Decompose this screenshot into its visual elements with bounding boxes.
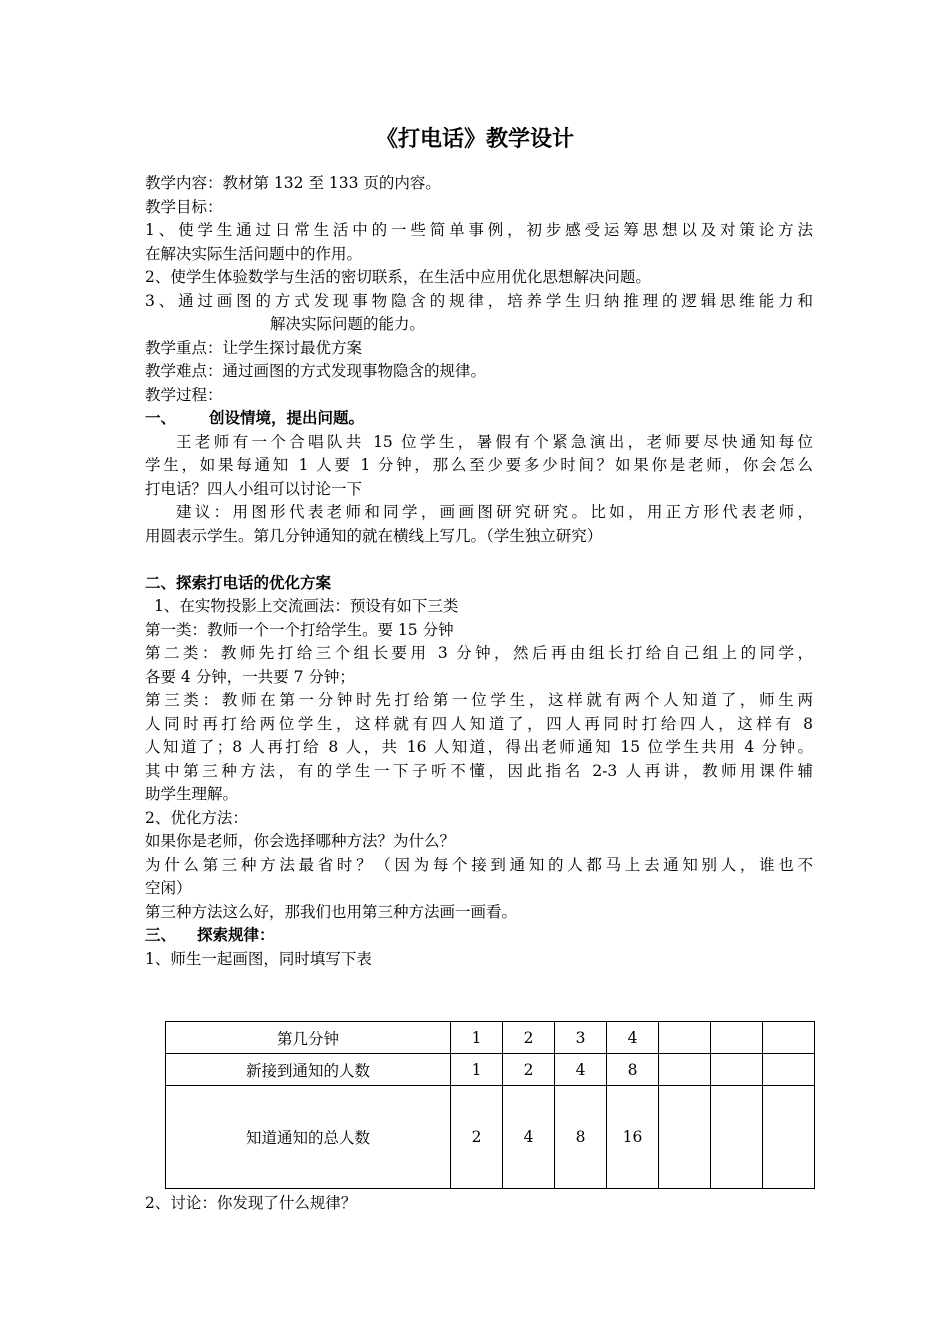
table-cell: 2 xyxy=(503,1054,555,1086)
table-cell: 8 xyxy=(555,1086,607,1189)
table-cell xyxy=(711,1022,763,1054)
type-2-line-2: 各要 4 分钟，一共要 7 分钟； xyxy=(145,667,355,686)
section-1-para-1-line-1: 王老师有一个合唱队共 15 位学生，暑假有个紧急演出，老师要尽快通知每位 xyxy=(176,432,813,451)
table-cell: 知道通知的总人数 xyxy=(166,1086,451,1189)
table-cell: 3 xyxy=(555,1022,607,1054)
type-3-line-2: 人同时再打给两位学生，这样就有四人知道了，四人再同时打给四人，这样有 8 xyxy=(145,714,813,733)
key-point: 教学重点：让学生探讨最优方案 xyxy=(145,338,363,357)
goal-3-line-2: 解决实际问题的能力。 xyxy=(270,315,426,333)
difficulty: 教学难点：通过画图的方式发现事物隐含的规律。 xyxy=(145,362,487,380)
table-cell xyxy=(659,1086,711,1189)
type-3-line-1: 第三类：教师在第一分钟时先打给第一位学生，这样就有两个人知道了，师生两 xyxy=(145,691,813,709)
table-cell xyxy=(763,1022,815,1054)
goal-3-line-1: 3、通过画图的方式发现事物隐含的规律，培养学生归纳推理的逻辑思维能力和 xyxy=(145,291,813,310)
section-3-heading xyxy=(145,924,813,948)
table-cell: 4 xyxy=(607,1022,659,1054)
section-1-title: 创设情境，提出问题。 xyxy=(209,409,365,427)
table-row xyxy=(166,1086,815,1189)
document-body xyxy=(145,172,813,971)
table-cell: 2 xyxy=(451,1086,503,1189)
question-3: 第三种方法这么好，那我们也用第三种方法画一画看。 xyxy=(145,902,518,921)
table-cell: 16 xyxy=(607,1086,659,1189)
teaching-content: 教学内容：教材第 132 至 133 页的内容。 xyxy=(145,174,441,192)
question-2-line-1: 为什么第三种方法最省时？（因为每个接到通知的人都马上去通知别人，谁也不 xyxy=(145,855,813,874)
goal-1-line-1: 1、使学生通过日常生活中的一些简单事例，初步感受运筹思想以及对策论方法 xyxy=(145,221,813,239)
section-1-heading xyxy=(145,407,813,431)
section-2-heading: 二、探索打电话的优化方案 xyxy=(145,573,332,592)
section-1-para-1-line-2: 学生，如果每通知 1 人要 1 分钟，那么至少要多少时间？如果你是老师，你会怎么 xyxy=(145,456,813,474)
process-heading: 教学过程： xyxy=(145,385,223,404)
question-2-line-2: 空闲） xyxy=(145,879,192,897)
table-cell xyxy=(763,1086,815,1189)
table-cell xyxy=(711,1054,763,1086)
section-3-item-1: 1、师生一起画图，同时填写下表 xyxy=(145,949,372,968)
question-1: 如果你是老师，你会选择哪种方法？为什么？ xyxy=(145,832,456,850)
section-3-item-2: 2、讨论：你发现了什么规律？ xyxy=(145,1194,357,1212)
table-cell xyxy=(659,1054,711,1086)
section-1-para-1-line-3: 打电话？四人小组可以讨论一下 xyxy=(145,479,363,498)
section-1-para-2-line-2: 用圆表示学生。第几分钟通知的就在横线上写几。（学生独立研究） xyxy=(145,526,603,545)
table-row xyxy=(166,1054,815,1086)
table-cell: 8 xyxy=(607,1054,659,1086)
type-1: 第一类：教师一个一个打给学生。要 15 分钟 xyxy=(145,620,454,639)
section-3-title: 探索规律： xyxy=(197,926,275,944)
section-1-number: 一、 xyxy=(145,409,177,427)
section-2-item-1: 1、在实物投影上交流画法：预设有如下三类 xyxy=(154,597,459,615)
table-cell: 第几分钟 xyxy=(166,1022,451,1054)
notification-table xyxy=(165,1021,815,1189)
type-3-line-4: 其中第三种方法，有的学生一下子听不懂，因此指名 2-3 人再讲，教师用课件辅 xyxy=(145,761,813,780)
table-row xyxy=(166,1022,815,1054)
table-cell: 1 xyxy=(451,1022,503,1054)
table-cell: 新接到通知的人数 xyxy=(166,1054,451,1086)
type-3-line-3: 人知道了；8 人再打给 8 人，共 16 人知道，得出老师通知 15 位学生共用 4 分钟。 xyxy=(145,738,813,756)
type-3-line-5: 助学生理解。 xyxy=(145,785,239,803)
table-cell: 4 xyxy=(503,1086,555,1189)
table-cell xyxy=(659,1022,711,1054)
type-2-line-1: 第二类：教师先打给三个组长要用 3 分钟，然后再由组长打给自己组上的同学， xyxy=(145,644,813,662)
table-cell xyxy=(763,1054,815,1086)
table-cell: 1 xyxy=(451,1054,503,1086)
table-cell: 4 xyxy=(555,1054,607,1086)
section-2-item-2: 2、优化方法： xyxy=(145,808,248,827)
blank-line xyxy=(145,548,813,572)
table-cell: 2 xyxy=(503,1022,555,1054)
goals-heading: 教学目标： xyxy=(145,197,223,216)
section-3-number: 三、 xyxy=(145,926,177,944)
goal-1-line-2: 在解决实际生活问题中的作用。 xyxy=(145,244,363,263)
section-1-para-2-line-1: 建议：用图形代表老师和同学，画画图研究研究。比如，用正方形代表老师， xyxy=(176,503,813,521)
goal-2: 2、使学生体验数学与生活的密切联系，在生活中应用优化思想解决问题。 xyxy=(145,268,651,286)
document-title: 《打电话》教学设计 xyxy=(375,127,574,152)
table-cell xyxy=(711,1086,763,1189)
